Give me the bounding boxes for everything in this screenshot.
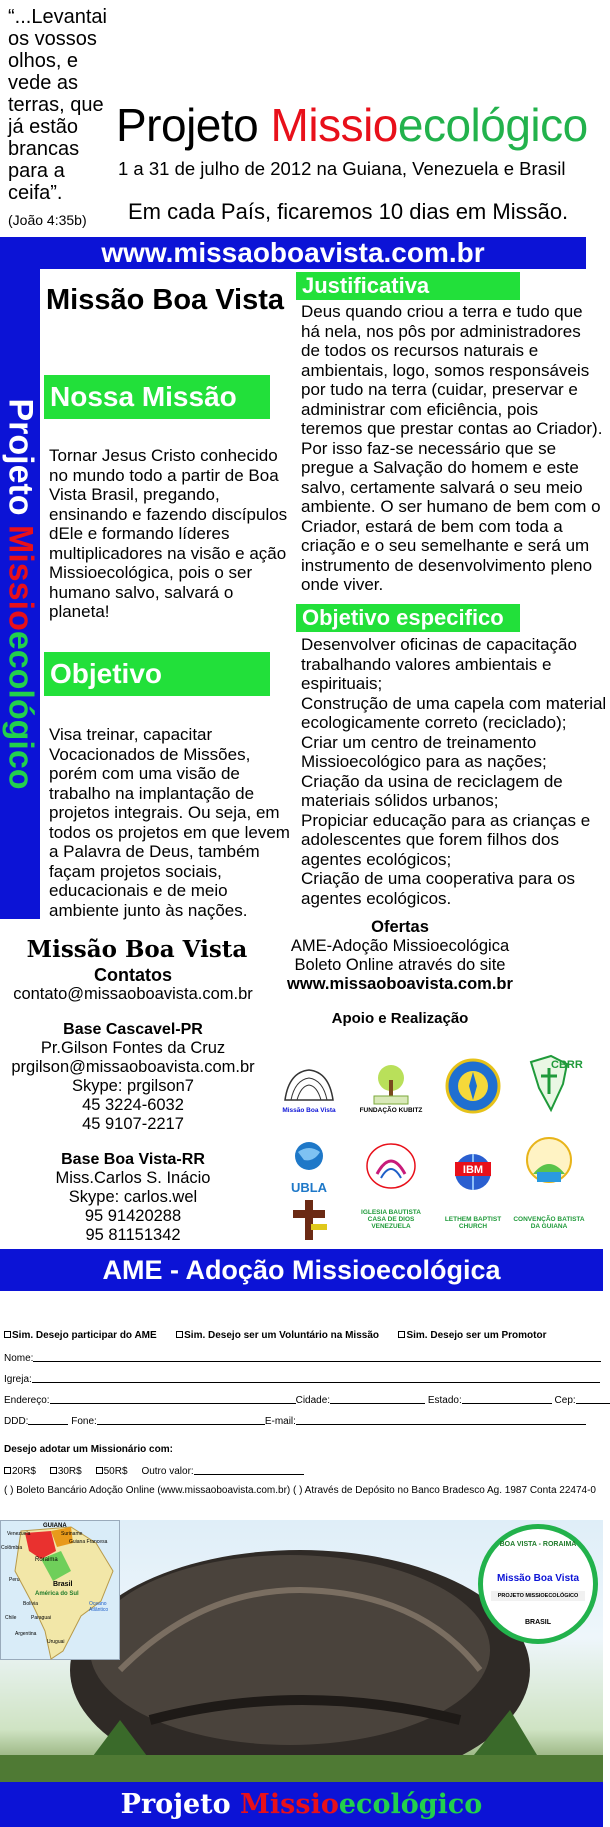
map-label: América do Sul <box>35 1591 79 1597</box>
project-days: Em cada País, ficaremos 10 dias em Missão. <box>128 199 569 224</box>
checkbox-participar[interactable] <box>4 1331 11 1338</box>
objesp-line: Missioecológico para as nações; <box>301 752 547 771</box>
nossa-missao-text: Tornar Jesus Cristo conhecido no mundo todo a partir de Boa Vista Brasil, pregando, ensinando e fazendo discípulos dEle e formando líderes multiplicadores na visão e ação Missioecológica, pois o ser humano salvo, salvará o planeta! <box>49 446 288 621</box>
endereco-field[interactable] <box>50 1395 296 1404</box>
ofertas-website-link[interactable]: www.missaoboavista.com.br <box>287 975 513 993</box>
map-label: Brasil <box>53 1581 73 1588</box>
bottom-part-projeto: Projeto <box>120 1789 241 1820</box>
project-title <box>116 98 588 152</box>
objesp-line: Desenvolver oficinas de capacitação <box>301 635 577 654</box>
base-boavista-skype: Skype: carlos.wel <box>68 1188 198 1206</box>
value-30-label: 30R$ <box>57 1466 82 1477</box>
logo-caption: LETHEM BAPTIST CHURCH <box>444 1216 502 1230</box>
checkbox-voluntario[interactable] <box>176 1331 183 1338</box>
igreja-field[interactable] <box>32 1374 600 1383</box>
cidade-field[interactable] <box>330 1395 425 1404</box>
logo-caption: Missão Boa Vista <box>282 1107 336 1114</box>
contacts-block <box>0 966 266 1245</box>
outro-valor-field[interactable] <box>194 1466 304 1475</box>
objesp-line: agentes ecológicos; <box>301 849 452 869</box>
checkbox-30[interactable] <box>50 1467 57 1474</box>
ofertas-heading: Ofertas <box>371 918 429 936</box>
logo-caption: UBLA <box>290 1180 328 1195</box>
opa-leste-logo <box>512 1128 586 1194</box>
vertical-project-title <box>1 398 40 789</box>
ubla-logo <box>272 1128 346 1194</box>
base-boavista-person: Miss.Carlos S. Inácio <box>55 1169 211 1187</box>
endereco-label: Endereço: <box>4 1395 50 1406</box>
nome-label: Nome: <box>4 1353 34 1364</box>
fone-label: Fone: <box>71 1416 97 1427</box>
objesp-line: Criar um centro de treinamento <box>301 732 537 752</box>
objetivo-especifico-heading: Objetivo especifico <box>296 604 520 632</box>
objesp-line: Construção de uma capela com material <box>301 693 607 713</box>
website-url-bar: www.missaoboavista.com.br <box>0 237 586 269</box>
form-igreja-row <box>4 1374 600 1385</box>
cidade-label: Cidade: <box>295 1395 331 1406</box>
form-contact-row <box>4 1416 586 1427</box>
vertical-part-ecologico: ecológico <box>1 630 40 790</box>
objesp-line: ecologicamente correto (reciclado); <box>301 713 567 732</box>
bible-quote: “...Levantai os vossos olhos, e vede as terras, que já estão brancas para a ceifa”. <box>8 6 107 204</box>
value-20-label: 20R$ <box>12 1466 36 1477</box>
apoio-heading: Apoio e Realização <box>331 1010 469 1027</box>
objesp-line: Propiciar educação para as crianças e <box>301 810 591 830</box>
map-label: Oceano Atlântico <box>89 1601 109 1613</box>
cep-field[interactable] <box>576 1395 610 1404</box>
objetivo-especifico-list <box>301 635 607 908</box>
base-cascavel-skype: Skype: prgilson7 <box>72 1077 194 1095</box>
svg-text:IBM: IBM <box>462 1164 484 1176</box>
map-label: Guiana Francesa <box>69 1539 108 1545</box>
map-label: Roraima <box>35 1557 58 1563</box>
objetivo-text: Visa treinar, capacitar Vocacionados de Missões, porém com uma visão de trabalho na implantação de projetos integrais. Ou seja, em todos os projetos em que levem a Palavra de Deus, também façam projetos sociais, educacionais e de meio ambiente junto às nações. <box>49 725 290 920</box>
fone-field[interactable] <box>97 1416 265 1425</box>
justificativa-text: Deus quando criou a terra e tudo que há nela, nos pôs por administradores de todos os recursos naturais e ambientais, logo, somos responsáveis por tudo na terra (cuidar, preservar e administrar com eficiência, pois teremos que prestar contas ao Criador). Por isso faz-se necessário que se pregue a Salvação do homem e este salvo, certamente salvará o seu meio ambiente. O ser humano de bem com o Criador, estará de bem com toda a criação e o seu semelhante e será um instrumento de desenvolvimento pleno onde viver. <box>301 302 603 594</box>
base-cascavel-email-link[interactable]: prgilson@missaoboavista.com.br <box>11 1058 255 1076</box>
email-field[interactable] <box>296 1416 586 1425</box>
checkbox-50[interactable] <box>96 1467 103 1474</box>
project-dates: 1 a 31 de julho de 2012 na Guiana, Venezuela e Brasil <box>118 158 566 179</box>
logo-caption: FUNDAÇÃO KUBITZ <box>359 1107 423 1114</box>
map-label: GUIANA <box>43 1523 67 1529</box>
contact-email-link[interactable]: contato@missaoboavista.com.br <box>13 985 253 1003</box>
bottom-part-ecologico: ecológico <box>338 1789 483 1820</box>
objesp-line: agentes ecológicos. <box>301 888 452 908</box>
map-label: Bolívia <box>23 1601 39 1607</box>
adotar-heading: Desejo adotar um Missionário com: <box>4 1444 173 1455</box>
bible-reference: (João 4:35b) <box>8 212 87 228</box>
ddd-label: DDD: <box>4 1416 29 1427</box>
south-america-map <box>0 1520 120 1660</box>
contacts-org-name: Missão Boa Vista <box>26 936 248 963</box>
option-voluntario-label: Sim. Desejo ser um Voluntário na Missão <box>184 1330 379 1341</box>
base-boavista-phone: 95 91420288 <box>84 1207 182 1225</box>
base-cascavel-phone: 45 9107-2217 <box>82 1115 184 1133</box>
mission-title: Missão Boa Vista <box>46 284 285 316</box>
nossa-missao-heading: Nossa Missão <box>44 375 270 419</box>
title-part-missio: Missio <box>270 99 398 151</box>
ofertas-line: AME-Adoção Missioecológica <box>290 937 510 955</box>
map-label: Peru <box>9 1577 20 1583</box>
bottom-part-missio: Missio <box>240 1789 339 1820</box>
cross-logo <box>272 1198 346 1242</box>
estado-field[interactable] <box>462 1395 552 1404</box>
project-seal <box>478 1524 598 1644</box>
value-50-label: 50R$ <box>103 1466 128 1477</box>
map-label: Colômbia <box>1 1545 23 1551</box>
map-label: Paraguai <box>31 1615 52 1621</box>
title-part-projeto: Projeto <box>116 99 271 151</box>
option-promotor-label: Sim. Desejo ser um Promotor <box>406 1330 547 1341</box>
base-cascavel-phone: 45 3224-6032 <box>82 1096 184 1114</box>
objesp-line: trabalhando valores ambientais e <box>301 654 552 674</box>
cbrr-logo <box>512 1048 586 1114</box>
map-label: Suriname <box>61 1531 83 1537</box>
seal-bottom-text: BRASIL <box>524 1619 552 1626</box>
vertical-part-missio: Missio <box>1 525 40 631</box>
objesp-line: materiais sólidos urbanos; <box>301 791 499 810</box>
objesp-line: adolescentes que forem filhos dos <box>301 830 559 849</box>
seal-center-text: Missão Boa Vista <box>496 1573 580 1584</box>
base-boavista-phone: 95 81151342 <box>85 1226 181 1244</box>
logo-caption: IGLESIA BAUTISTA CASA DE DIOS VENEZUELA <box>361 1209 421 1230</box>
form-nome-row <box>4 1353 601 1364</box>
svg-text:CBRR: CBRR <box>551 1059 583 1071</box>
cep-label: Cep: <box>554 1395 576 1406</box>
ibm-logo <box>436 1128 510 1194</box>
base-cascavel-person: Pr.Gilson Fontes da Cruz <box>40 1039 226 1057</box>
bottom-project-title <box>0 1782 603 1827</box>
missao-boa-vista-logo <box>272 1048 346 1114</box>
vertical-part-projeto: Projeto <box>1 398 40 526</box>
form-options-row <box>4 1331 547 1341</box>
estado-label: Estado: <box>427 1395 462 1406</box>
fundacao-kubitz-logo <box>354 1048 428 1114</box>
ame-banner: AME - Adoção Missioecológica <box>0 1249 603 1291</box>
objetivo-heading: Objetivo <box>44 652 270 696</box>
objesp-line: Criação de uma cooperativa para os <box>301 869 576 888</box>
map-label: Venezuela <box>7 1531 31 1537</box>
objesp-line: espirituais; <box>301 674 383 693</box>
ofertas-line: Boleto Online através do site <box>294 956 506 974</box>
outro-valor-label: Outro valor: <box>141 1466 194 1477</box>
landscape-photo <box>0 1520 603 1782</box>
contacts-heading: Contatos <box>94 965 172 985</box>
primeira-igreja-batista-logo <box>436 1048 510 1114</box>
convencao-batista-logo <box>512 1206 586 1230</box>
map-label: Uruguai <box>47 1639 65 1645</box>
title-part-ecologico: ecológico <box>397 99 588 151</box>
seal-top-text: BOA VISTA - RORAIMA <box>499 1541 577 1548</box>
map-label: Chile <box>5 1615 17 1621</box>
checkbox-promotor[interactable] <box>398 1331 405 1338</box>
form-value-row <box>4 1466 304 1477</box>
map-label: Argentina <box>15 1631 37 1637</box>
conexao-logo <box>354 1128 428 1194</box>
justificativa-heading: Justificativa <box>296 272 520 300</box>
email-label: E-mail: <box>264 1416 296 1427</box>
payment-options: ( ) Boleto Bancário Adoção Online (www.missaoboavista.com.br) ( ) Através de Depósito no Banco Bradesco Ag. 1987 Conta 22474-0 <box>4 1485 596 1496</box>
checkbox-20[interactable] <box>4 1467 11 1474</box>
nome-field[interactable] <box>33 1353 601 1362</box>
logo-caption: CONVENÇÃO BATISTA DA GUIANA <box>513 1216 585 1230</box>
objesp-line: Criação da usina de reciclagem de <box>301 771 563 791</box>
option-participar-label: Sim. Desejo participar do AME <box>12 1330 157 1341</box>
base-boavista-heading: Base Boa Vista-RR <box>61 1151 205 1168</box>
igreja-label: Igreja: <box>4 1374 32 1385</box>
lethem-baptist-logo <box>436 1206 510 1230</box>
base-cascavel-heading: Base Cascavel-PR <box>63 1021 203 1038</box>
iglesia-bautista-logo <box>354 1206 428 1230</box>
form-endereco-row <box>4 1395 610 1406</box>
ofertas-block <box>268 918 532 994</box>
seal-band-text: PROJETO MISSIOECOLÓGICO <box>491 1591 585 1601</box>
ddd-field[interactable] <box>28 1416 68 1425</box>
